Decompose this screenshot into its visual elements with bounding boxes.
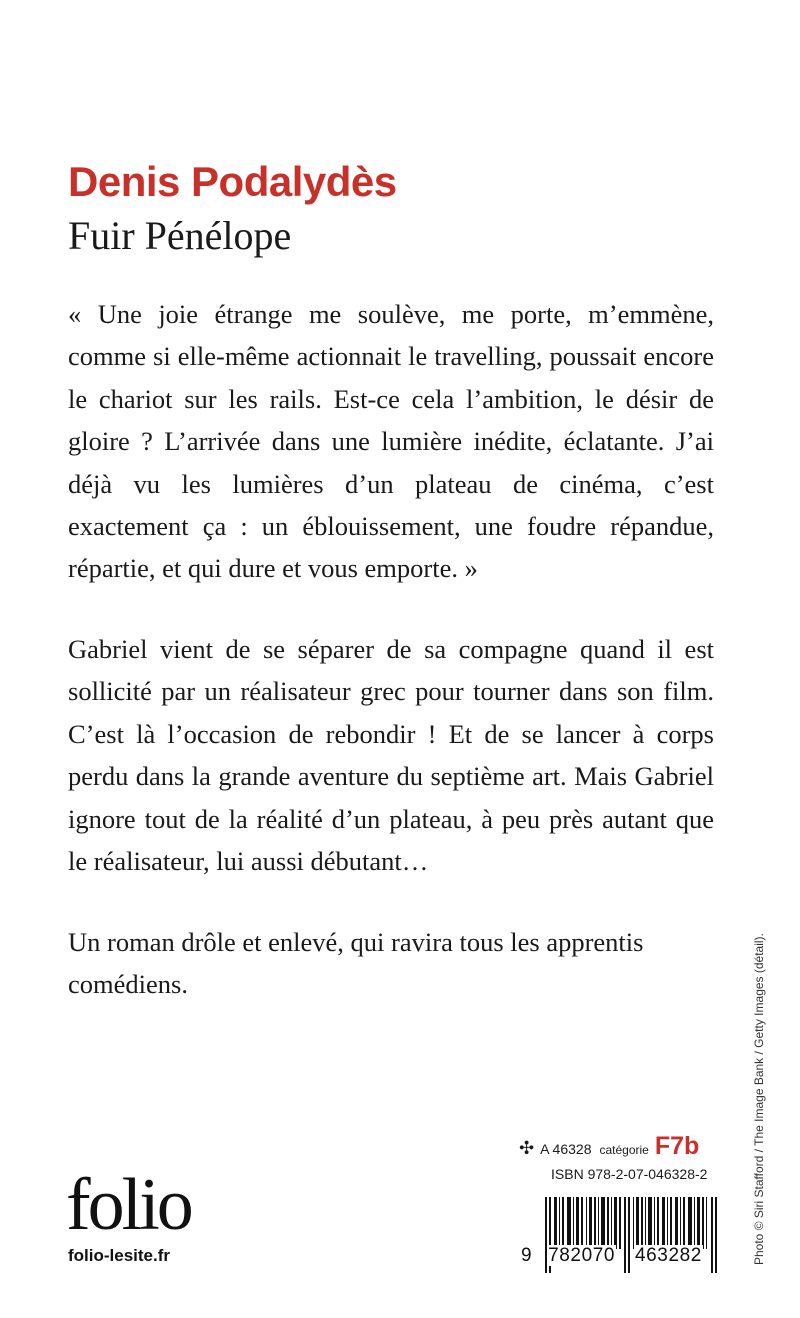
tagline-paragraph: Un roman drôle et enlevé, qui ravira tous les apprentis comédiens. [68,927,644,1000]
category-label: catégorie [599,1143,649,1157]
category-code: F7b [654,1132,700,1160]
quote-paragraph: « Une joie étrange me soulève, me porte, m’emmène, comme si elle-même actionnait le travelling, poussait encore le chariot sur les rails. Est-ce cela l’ambition, le désir de gloire ? L’arrivée dans une lumière inédite, éclatante. J’ai déjà vu les lumières d’un plateau de cinéma, c’est exactement ça : un éblouissement, une foudre répandue, répartie, et qui dure et vous emporte. » [68,299,714,584]
barcode-group-1: 782070 [548,1245,616,1266]
folio-logo: folio [66,1164,191,1246]
catalog-line [519,1132,699,1161]
folio-sign-icon: ✣ [519,1138,535,1158]
author-name: Denis Podalydès [68,158,397,205]
catalog-code: A 46328 [540,1141,592,1157]
summary-paragraph: Gabriel vient de se séparer de sa compagne quand il est sollicité par un réalisateur grec pour tourner dans son film. C’est là l’occasion de rebondir ! Et de se lancer à corps perdu dans la grande aventure du septième art. Mais Gabriel ignore tout de la réalité d’un plateau, à peu près autant que le réalisateur, lui aussi débutant… [68,634,714,877]
barcode-first-digit: 9 [521,1245,533,1266]
barcode-digits [520,1245,720,1267]
photo-credit: Photo © Siri Stafford / The Image Bank / Getty Images (détail). [752,933,766,1265]
book-title: Fuir Pénélope [68,213,292,258]
publisher-site: folio-lesite.fr [68,1246,171,1265]
isbn-text: ISBN 978-2-07-046328-2 [551,1166,708,1182]
barcode-group-2: 463282 [634,1245,702,1266]
